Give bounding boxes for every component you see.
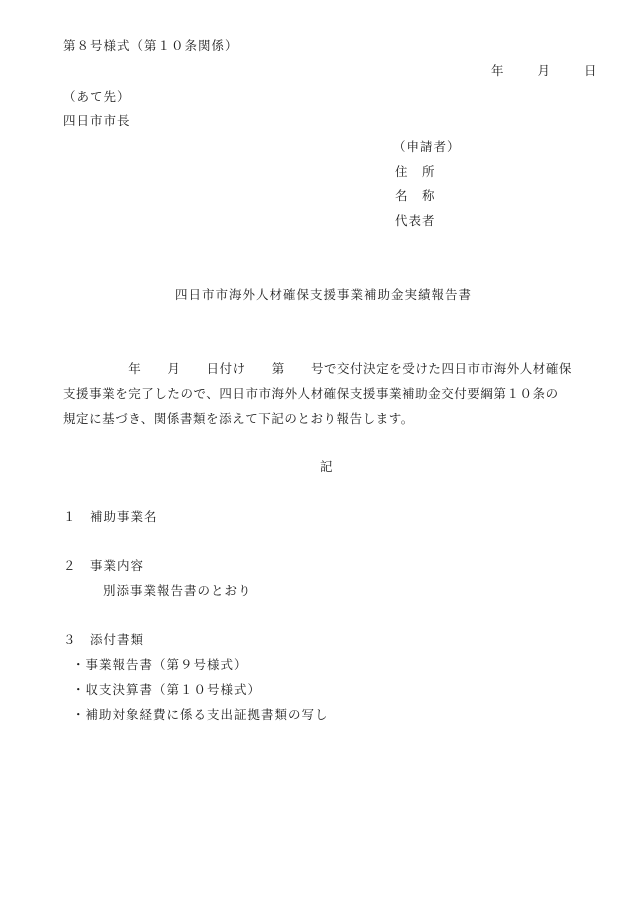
ki-heading: 記 <box>320 459 333 474</box>
date-year: 年 <box>491 63 504 78</box>
date-month: 月 <box>537 63 551 78</box>
section-3-heading: ３ 添付書類 <box>63 632 145 647</box>
applicant-address-label: 住 所 <box>395 164 436 179</box>
section-3-item-3: ・補助対象経費に係る支出証拠書類の写し <box>72 707 329 722</box>
body-line-2: 支援事業を完了したので、四日市市海外人材確保支援事業補助金交付要綱第１０条の <box>63 386 559 401</box>
section-3-item-2: ・収支決算書（第１０号様式） <box>72 682 262 697</box>
document-title: 四日市市海外人材確保支援事業補助金実績報告書 <box>175 287 473 302</box>
addressee-prefix: （あて先） <box>63 89 131 104</box>
form-label: 第８号様式（第１０条関係） <box>63 38 239 53</box>
section-1-heading: １ 補助事業名 <box>63 509 158 524</box>
addressee-name: 四日市市長 <box>63 113 131 128</box>
body-line-3: 規定に基づき、関係書類を添えて下記のとおり報告します。 <box>63 411 414 426</box>
applicant-heading: （申請者） <box>393 139 461 154</box>
date-line <box>491 63 597 79</box>
body-line-1: 年 月 日付け 第 号で交付決定を受けた四日市市海外人材確保 <box>63 361 572 376</box>
applicant-name-label: 名 称 <box>395 188 436 203</box>
section-3-item-1: ・事業報告書（第９号様式） <box>72 657 248 672</box>
applicant-representative-label: 代表者 <box>395 213 436 228</box>
section-2-item: 別添事業報告書のとおり <box>103 583 252 598</box>
section-2-heading: ２ 事業内容 <box>63 558 145 573</box>
date-day: 日 <box>584 63 597 78</box>
